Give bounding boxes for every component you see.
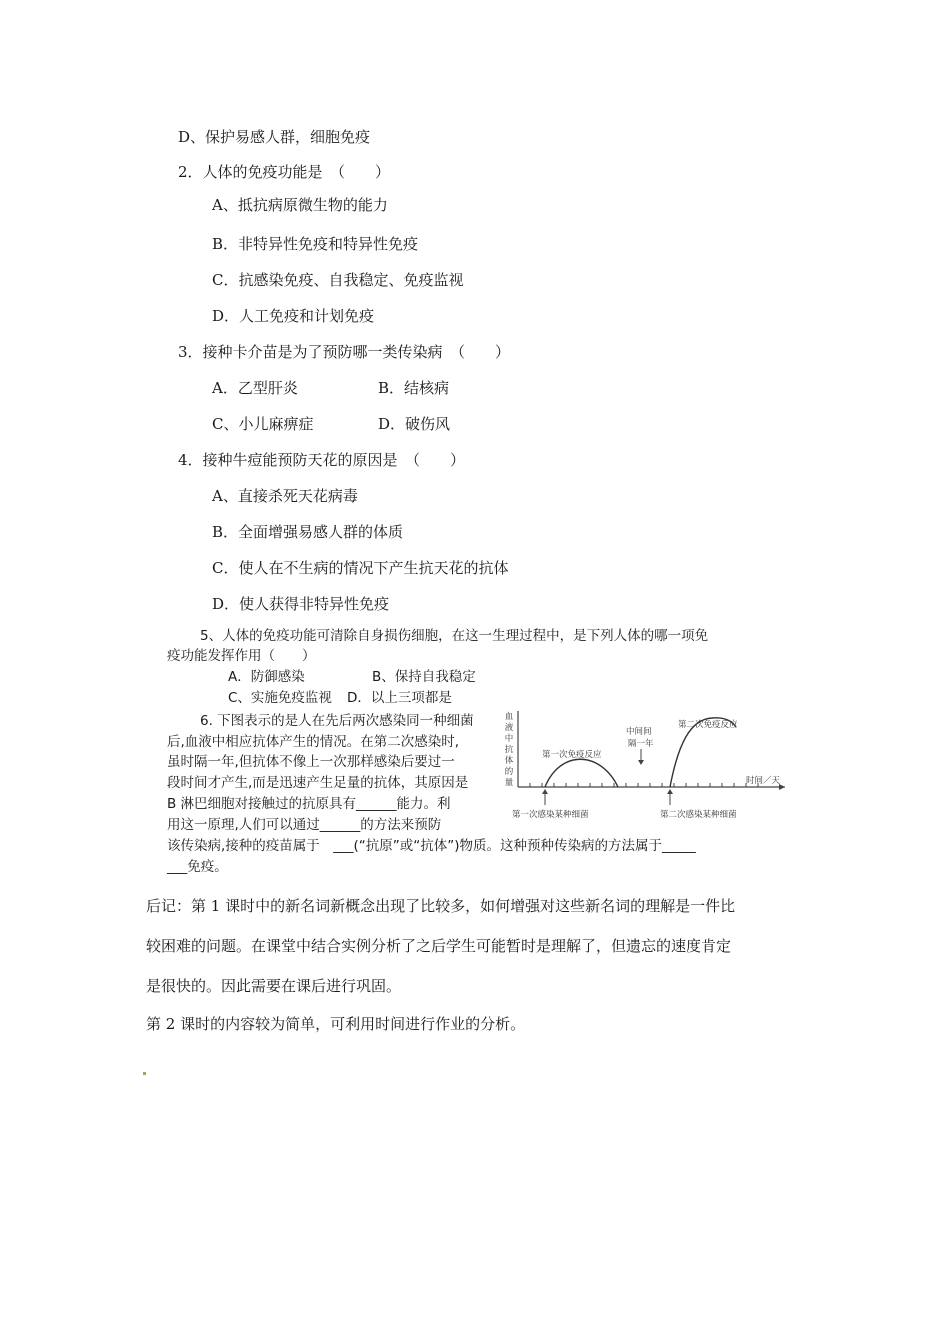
second-infection-arrow	[667, 789, 673, 794]
q6-line-5: B 淋巴细胞对接触过的抗原具有______能力。利	[167, 796, 451, 812]
q5-option-c: C、实施免疫监视	[228, 690, 332, 706]
q2-option-b: B．非特异性免疫和特异性免疫	[212, 235, 419, 253]
afterword-line-2: 较困难的问题。在课堂中结合实例分析了之后学生可能暂时是理解了，但遗忘的速度肯定	[146, 937, 732, 955]
q3-stem: 3．接种卡介苗是为了预防哪一类传染病 （ ）	[178, 343, 511, 361]
antibody-response-graph	[500, 705, 790, 825]
q5-option-a: A．防御感染	[228, 669, 305, 685]
q2-option-a: A、抵抗病原微生物的能力	[212, 196, 388, 214]
graph-y-label	[505, 711, 514, 788]
q6-line-4: 段时间才产生,而是迅速产生足量的抗体，其原因是	[167, 775, 469, 791]
q4-stem: 4．接种牛痘能预防天花的原因是 （ ）	[178, 451, 466, 469]
y-label-char: 血	[504, 712, 514, 722]
q6-line-8: ___免疫。	[167, 859, 228, 875]
y-label-char: 抗	[504, 745, 514, 755]
x-axis-label: 时间／天	[746, 776, 781, 786]
q1-option-d: D、保护易感人群，细胞免疫	[178, 128, 371, 146]
q3-option-c: C、小儿麻痹症	[212, 415, 314, 433]
stray-dot	[143, 1072, 146, 1075]
q5-stem-line1: 5、人体的免疫功能可清除自身损伤细胞，在这一生理过程中，是下列人体的哪一项免	[200, 628, 709, 644]
q6-line-3: 虽时隔一年,但抗体不像上一次那样感染后要过一	[167, 754, 455, 770]
q5-option-b: B、保持自我稳定	[372, 669, 476, 685]
y-label-char: 中	[504, 734, 514, 744]
q6-line-6: 用这一原理,人们可以通过______的方法来预防	[167, 817, 442, 833]
first-infection-label: 第一次感染某种细菌	[512, 810, 589, 820]
q2-stem: 2．人体的免疫功能是 （ ）	[178, 163, 391, 181]
q6-line-7: 该传染病,接种的疫苗属于 ___(“抗原”或“抗体”)物质。这种预种传染病的方法属于_____	[167, 838, 696, 854]
q3-option-d: D．破伤风	[378, 415, 451, 433]
afterword-line-1: 后记：第 1 课时中的新名词新概念出现了比较多，如何增强对这些新名词的理解是一件比	[146, 897, 736, 915]
q3-option-b: B．结核病	[378, 379, 450, 397]
interval-label-line2: 隔一年	[628, 739, 654, 749]
q6-line-1: 6. 下图表示的是人在先后两次感染同一种细菌	[200, 713, 474, 729]
y-label-char: 液	[504, 723, 514, 733]
interval-arrow	[638, 760, 644, 765]
q3-option-a: A．乙型肝炎	[212, 379, 298, 397]
q4-option-c: C．使人在不生病的情况下产生抗天花的抗体	[212, 559, 509, 577]
y-label-char: 的	[504, 767, 514, 777]
q4-option-b: B．全面增强易感人群的体质	[212, 523, 404, 541]
q4-option-a: A、直接杀死天花病毒	[212, 487, 358, 505]
first-infection-arrow	[542, 789, 548, 794]
q5-option-d: D．以上三项都是	[347, 690, 452, 706]
afterword-line-3: 是很快的。因此需要在课后进行巩固。	[146, 977, 402, 995]
q6-line-2: 后,血液中相应抗体产生的情况。在第二次感染时,	[167, 734, 460, 750]
second-response-label: 第二次免疫反应	[678, 720, 738, 730]
y-label-char: 体	[504, 756, 514, 766]
q5-stem-line2: 疫功能发挥作用（ ）	[167, 648, 316, 664]
afterword-line-4: 第 2 课时的内容较为简单，可利用时间进行作业的分析。	[146, 1015, 526, 1033]
first-response-label: 第一次免疫反应	[542, 750, 602, 760]
q2-option-c: C．抗感染免疫、自我稳定、免疫监视	[212, 271, 464, 289]
first-response-curve	[545, 759, 618, 787]
second-infection-label: 第二次感染某种细菌	[660, 810, 737, 820]
interval-label-line1: 中间间	[626, 727, 652, 737]
y-label-char: 量	[504, 778, 514, 788]
q2-option-d: D．人工免疫和计划免疫	[212, 307, 375, 325]
q4-option-d: D．使人获得非特异性免疫	[212, 595, 390, 613]
